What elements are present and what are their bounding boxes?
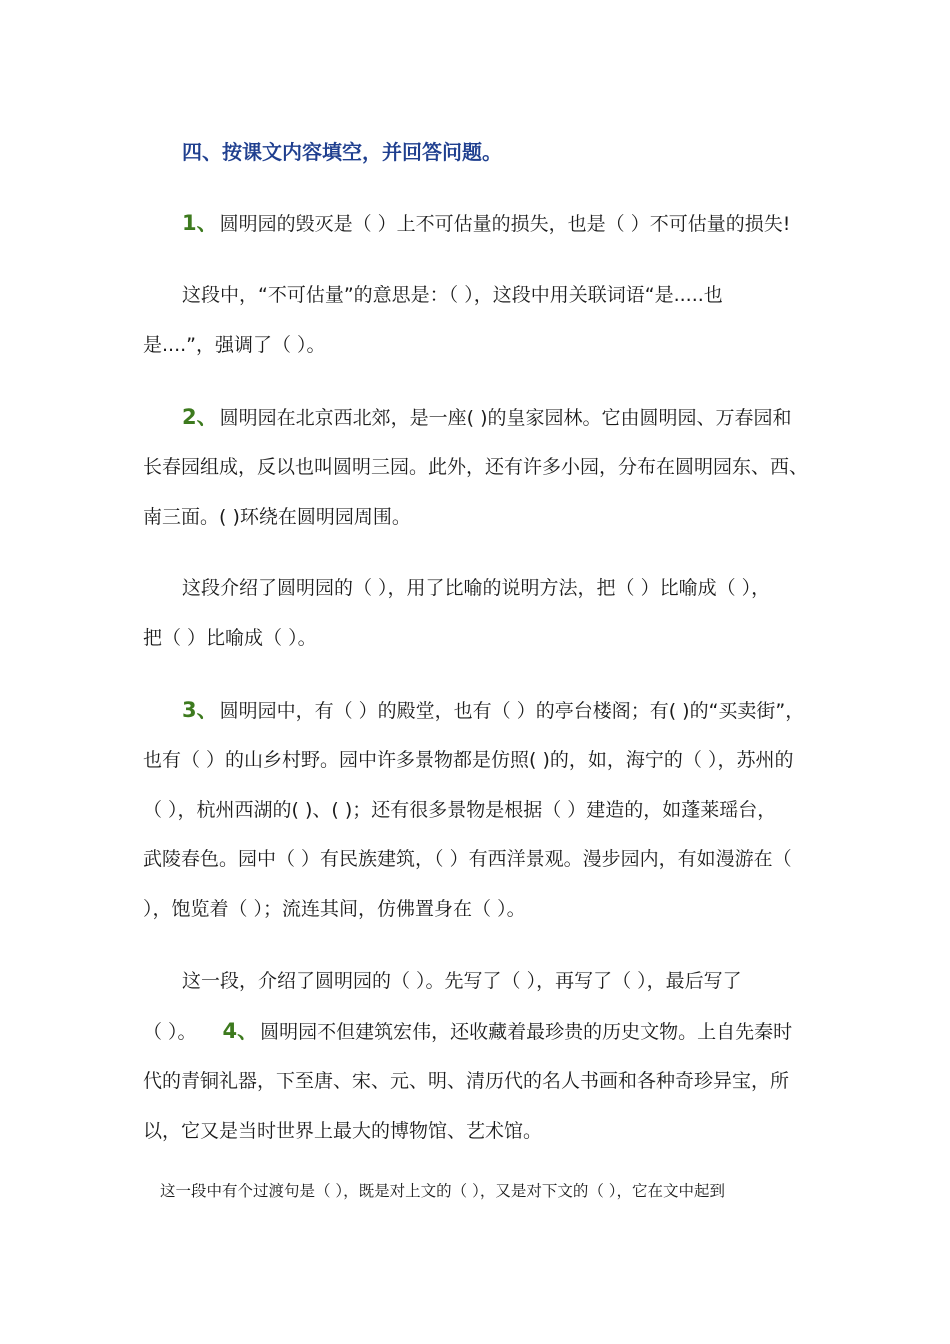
q2-follow-2: 把（ ）比喻成（ ）。 <box>143 627 317 649</box>
q2-follow-1: 这段介绍了圆明园的（ ），用了比喻的说明方法，把（ ）比喻成（ ）， <box>182 577 771 599</box>
q3-follow-2: （ ）。 <box>143 1021 197 1043</box>
q3-line-5: ），饱览着（ ）；流连其间，仿佛置身在（ ）。 <box>143 898 526 920</box>
q3-line-1 <box>182 697 804 724</box>
q4-line-3: 以，它又是当时世界上最大的博物馆、艺术馆。 <box>143 1120 543 1142</box>
q2-text-1: 圆明园在北京西北郊，是一座( )的皇家园林。它由圆明园、万春园和 <box>219 407 792 429</box>
section-heading: 四、按课文内容填空，并回答问题。 <box>182 140 502 164</box>
q3-follow-1: 这一段，介绍了圆明园的（ ）。先写了（ ），再写了（ ），最后写了 <box>182 970 742 992</box>
q3-follow-2-and-q4-line-1 <box>143 1018 792 1045</box>
q4-follow-1: 这一段中有个过渡句是（ ），既是对上文的（ ），又是对下文的（ ），它在文中起到 <box>160 1182 726 1200</box>
q4-text-1: 圆明园不但建筑宏伟，还收藏着最珍贵的历史文物。上自先秦时 <box>260 1021 793 1043</box>
q3-text-1: 圆明园中，有（ ）的殿堂，也有（ ）的亭台楼阁；有( )的“买卖街”， <box>219 700 805 722</box>
q4-number: 4、 <box>222 1019 259 1043</box>
q3-line-4: 武陵春色。园中（ ）有民族建筑，（ ）有西洋景观。漫步园内，有如漫游在（ <box>143 848 792 870</box>
q3-number: 3、 <box>182 698 218 722</box>
q2-number: 2、 <box>182 405 218 429</box>
q2-line-2: 长春园组成，反以也叫圆明三园。此外，还有许多小园，分布在圆明园东、西、 <box>143 456 809 478</box>
q1-follow-2: 是....”，强调了（ ）。 <box>143 334 326 356</box>
q1-number: 1、 <box>182 211 218 235</box>
q2-line-3: 南三面。( )环绕在圆明园周围。 <box>143 506 411 528</box>
q4-line-2: 代的青铜礼器，下至唐、宋、元、明、清历代的名人书画和各种奇珍异宝，所 <box>143 1070 790 1092</box>
q1-line-1 <box>182 210 790 237</box>
q2-line-1 <box>182 404 792 431</box>
q1-follow-1: 这段中，“不可估量”的意思是：（ ），这段中用关联词语“是.....也 <box>182 284 723 306</box>
q3-line-3: （ ），杭州西湖的( )、( )；还有很多景物是根据（ ）建造的，如蓬莱瑶台， <box>143 799 777 821</box>
q1-text-1: 圆明园的毁灭是（ ）上不可估量的损失，也是（ ）不可估量的损失! <box>219 213 791 235</box>
q3-line-2: 也有（ ）的山乡村野。园中许多景物都是仿照( )的，如，海宁的（ ），苏州的 <box>143 749 794 771</box>
